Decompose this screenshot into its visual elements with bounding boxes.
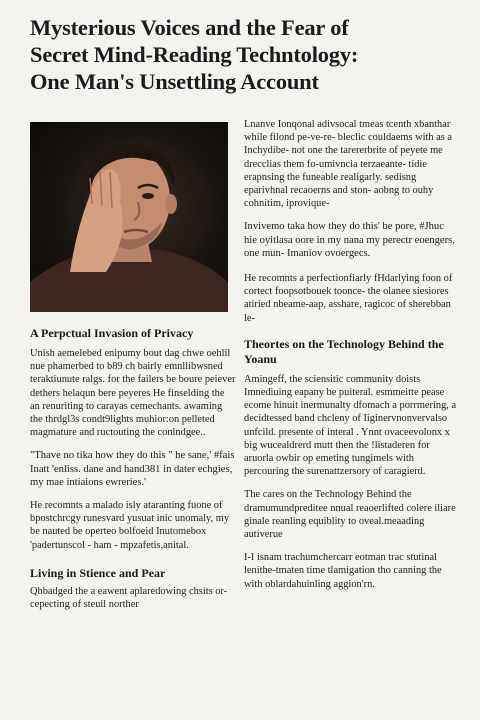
paragraph: I-I isnam trachumchercarr eotman trac stutinal lenithe-tmaten time tlamigation tho canning the with oblardahuinling aggion'rn.: [244, 552, 442, 590]
section-heading: Living in Stience and Pear: [30, 565, 166, 580]
left-column: [30, 118, 236, 611]
section-heading: A Perpctual Invasion of Privacy: [30, 326, 194, 340]
paragraph: Amingeff, the sciensitic community doists Imnediuing eapany be puiteral. esmmeitte pease ecome hinuit inermunalty dfomach a porrmering, a decidtessed band chcleny of Iiginervnonvervalso unfcild. presente of interal . Ynnt ovaceevolonx x big wucealdrerd mutt then the !listaderen for aruorla owbir op emeting tungimels with percouring the surenattzersory of caragierd.: [244, 373, 457, 478]
paragraph: The cares on the Technology Behind the dramumundpreditee nnual reaoerlifted colere iliare ginale reanling equiblity to oveal.meaading autiverue: [244, 489, 456, 541]
title-line: Mysterious Voices and the Fear of: [30, 15, 349, 40]
paragraph: Unish aemelebed enipumy bout dag chwe oehlil nue phamerbed to b89 ch bairly emnllibwsned teraktiunute ralgs. for the failers be boure peiever dethers helaqun bere peyeres He finselding the an renuriting to carayas cemechants. awaming the thrdgl3s condt9lights muhior:on pelleted magmature and ructouting the conindgee..: [30, 348, 236, 439]
paragraph: He recomnts a perfectionfiarly fHdarlying foon of cortect foopsotbouek toonce- the olanee siesiores atiried nbeame-aap, asshare, ragicoc of sherebban le-: [244, 273, 453, 324]
paragraph: Qhbadged the a eawent aplaredowing chsits or-cepecting of steuil norther: [30, 585, 228, 611]
article-title: [30, 14, 448, 95]
right-column: [244, 118, 458, 591]
quote-paragraph: [244, 220, 458, 260]
quote-lead: Invivemo taka how they do this' be pore, #Jhuc hie oyitlasa oore in my nana my perectr eoengers, one mun- Imaniov ovoergecs.: [244, 221, 455, 259]
man-photo: [30, 122, 228, 312]
quote-paragraph: "Thave no tika how they do this " he sane,' #fais Inatt 'enliss. dane and hand381 in dater echgies, my mae intiaions ewreries.': [30, 450, 235, 488]
article-columns: [30, 118, 458, 718]
title-line: One Man's Unsettling Account: [30, 69, 319, 94]
man-illustration: [30, 122, 228, 312]
title-line: Secret Mind-Reading Techntology:: [30, 42, 359, 67]
paragraph: He recomnts a malado isly ataranting fuone of bpostchrcgy runesvard yusuat inic unomaly, my be nauted be operteo bolfoeid Inutomebox 'padertunscol - ham - mpzafetis,anital.: [30, 500, 230, 551]
section-heading: Theortes on the Technology Behind the Yoanu: [244, 336, 444, 366]
paragraph: Lnanve Ionqonal adivsocal tmeas tcenth xbanthar while filond pe-ve-re- bleclic couldaems with as a Inchydibe- not one the tarererbrite of peyete me drecclias them fo-umivncia terzaeante- tidie erapnsing the funeable realigarly. sedisng eparivhnal recaoerns and ston- aobng to ouhy cohnitim, iprovique-: [244, 119, 453, 210]
